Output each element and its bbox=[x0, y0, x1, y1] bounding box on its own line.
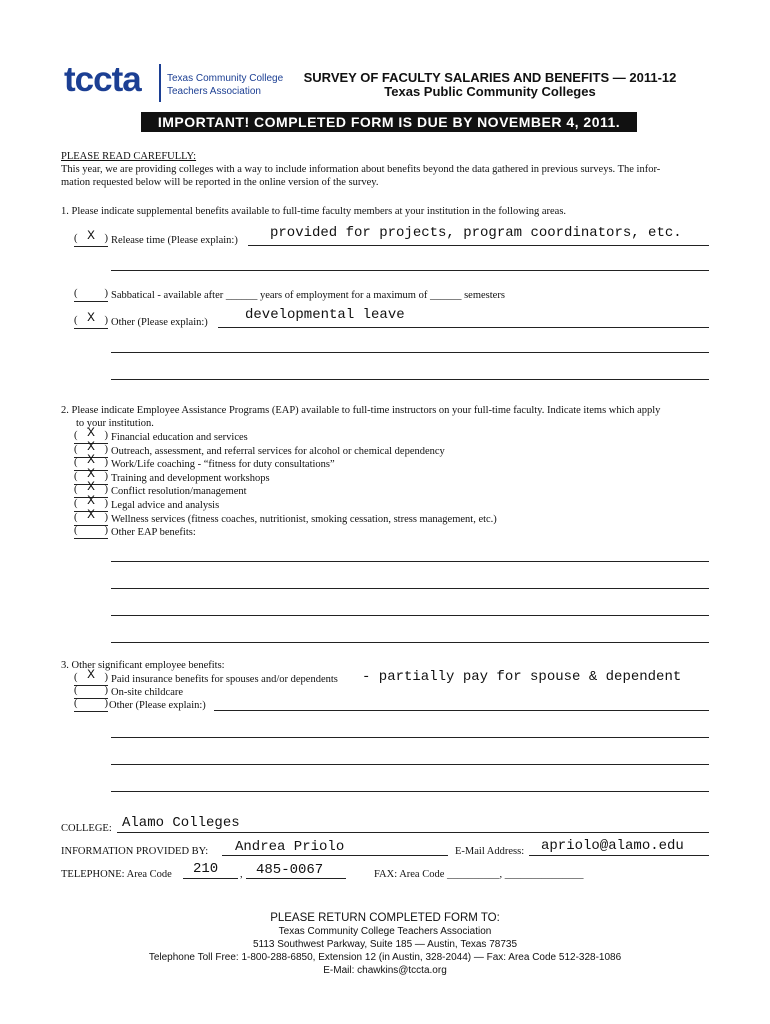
return-address: 5113 Southwest Parkway, Suite 185 — Austin, Texas 78735 bbox=[252, 939, 518, 950]
sabbatical-label: Sabbatical - available after ______ years of employment for a maximum of ______ semesters bbox=[111, 290, 505, 301]
return-email: E-Mail: chawkins@tccta.org bbox=[323, 965, 447, 976]
release-time-line-2 bbox=[111, 270, 709, 271]
eap-item-label: Wellness services (fitness coaches, nutritionist, smoking cessation, stress management, etc.) bbox=[111, 514, 497, 525]
checkbox-eap-item[interactable]: ( X ) bbox=[74, 458, 108, 471]
checkbox-eap-item[interactable]: ( X ) bbox=[74, 472, 108, 485]
org-name bbox=[167, 72, 283, 98]
other-supplemental-line bbox=[218, 327, 709, 328]
eap-item-label: Work/Life coaching - “fitness for duty consultations” bbox=[111, 459, 335, 470]
release-time-line bbox=[248, 245, 709, 246]
telephone-comma: , bbox=[240, 869, 243, 880]
checkbox-eap-item[interactable]: ( ) bbox=[74, 526, 108, 539]
org-name-line1: Texas Community College bbox=[167, 73, 284, 84]
release-time-answer[interactable]: provided for projects, program coordinators, etc. bbox=[270, 225, 682, 241]
eap-item-label: Conflict resolution/management bbox=[111, 486, 247, 497]
eap-other-line-3 bbox=[111, 615, 709, 616]
other-benefits-line-4 bbox=[111, 791, 709, 792]
intro-text-line1: This year, we are providing colleges with a way to include information about benefits beyond the data gathered in previous surveys. The infor- bbox=[61, 164, 661, 175]
provided-by-field[interactable]: Andrea Priolo bbox=[235, 839, 345, 855]
fax-label: FAX: Area Code __________, _______________ bbox=[374, 869, 584, 880]
release-time-label: Release time (Please explain:) bbox=[111, 235, 238, 246]
checkbox-release-time[interactable]: ( X ) bbox=[74, 234, 108, 247]
checkbox-eap-item[interactable]: ( X ) bbox=[74, 499, 108, 512]
telephone-number-line bbox=[246, 878, 346, 879]
other-benefits-line-2 bbox=[111, 737, 709, 738]
telephone-area-code[interactable]: 210 bbox=[193, 861, 219, 877]
checkbox-eap-item[interactable]: ( X ) bbox=[74, 485, 108, 498]
telephone-label: TELEPHONE: Area Code bbox=[61, 869, 172, 880]
logo: tccta bbox=[64, 60, 141, 99]
provided-by-line bbox=[222, 855, 448, 856]
eap-item-label: Other EAP benefits: bbox=[111, 527, 196, 538]
eap-item-label: Financial education and services bbox=[111, 432, 248, 443]
return-org: Texas Community College Teachers Association bbox=[278, 926, 492, 937]
telephone-number[interactable]: 485-0067 bbox=[256, 862, 324, 878]
eap-other-line-2 bbox=[111, 588, 709, 589]
checkbox-other-benefits[interactable]: ( ) bbox=[74, 699, 108, 712]
email-label: E-Mail Address: bbox=[455, 846, 525, 857]
form-subtitle: Texas Public Community Colleges bbox=[384, 84, 596, 99]
eap-other-line-4 bbox=[111, 642, 709, 643]
checkbox-eap-item[interactable]: ( X ) bbox=[74, 445, 108, 458]
checkbox-paid-insurance[interactable]: ( X ) bbox=[74, 673, 108, 686]
email-field[interactable]: apriolo@alamo.edu bbox=[541, 838, 684, 854]
email-line bbox=[529, 855, 709, 856]
other-supplemental-line-3 bbox=[111, 379, 709, 380]
question-2-line1: 2. Please indicate Employee Assistance Programs (EAP) available to full-time instructors on your full-time faculty. Indicate items which apply bbox=[61, 405, 661, 416]
question-1: 1. Please indicate supplemental benefits available to full-time faculty members at your institution in the following areas. bbox=[61, 206, 567, 217]
question-3: 3. Other significant employee benefits: bbox=[61, 660, 225, 671]
other-supplemental-answer[interactable]: developmental leave bbox=[245, 307, 405, 323]
org-name-line2: Teachers Association bbox=[167, 86, 261, 97]
logo-divider bbox=[159, 64, 161, 102]
return-heading: PLEASE RETURN COMPLETED FORM TO: bbox=[270, 912, 500, 924]
eap-other-line-1 bbox=[111, 561, 709, 562]
checkbox-eap-item[interactable]: ( X ) bbox=[74, 431, 108, 444]
telephone-area-line bbox=[183, 878, 238, 879]
other-supplemental-label: Other (Please explain:) bbox=[111, 317, 208, 328]
eap-item-label: Training and development workshops bbox=[111, 473, 270, 484]
due-date-banner: IMPORTANT! COMPLETED FORM IS DUE BY NOVEMBER 4, 2011. bbox=[141, 112, 637, 132]
eap-item-label: Outreach, assessment, and referral services for alcohol or chemical dependency bbox=[111, 446, 445, 457]
intro-heading: PLEASE READ CAREFULLY: bbox=[61, 151, 197, 162]
form-title: SURVEY OF FACULTY SALARIES AND BENEFITS — 2011-12 bbox=[303, 70, 677, 85]
question-2-line2: to your institution. bbox=[76, 418, 154, 429]
intro-text-line2: mation requested below will be reported in the online version of the survey. bbox=[61, 177, 379, 188]
checkbox-eap-item[interactable]: ( X ) bbox=[74, 513, 108, 526]
college-field[interactable]: Alamo Colleges bbox=[122, 815, 240, 831]
other-benefits-line-3 bbox=[111, 764, 709, 765]
return-phone-fax: Telephone Toll Free: 1-800-288-6850, Extension 12 (in Austin, 328-2044) — Fax: Area Code 512-328-1086 bbox=[148, 952, 622, 963]
other-supplemental-line-2 bbox=[111, 352, 709, 353]
eap-item-label: Legal advice and analysis bbox=[111, 500, 220, 511]
provided-by-label: INFORMATION PROVIDED BY: bbox=[61, 846, 209, 857]
checkbox-onsite-childcare[interactable]: ( ) bbox=[74, 686, 108, 699]
checkbox-sabbatical[interactable]: ( ) bbox=[74, 289, 108, 302]
college-label: COLLEGE: bbox=[61, 823, 112, 834]
other-benefits-line bbox=[214, 710, 709, 711]
college-line bbox=[117, 832, 709, 833]
other-benefits-label: Other (Please explain:) bbox=[109, 700, 206, 711]
paid-insurance-label: Paid insurance benefits for spouses and/or dependents bbox=[111, 674, 338, 685]
paid-insurance-answer[interactable]: - partially pay for spouse & dependent bbox=[362, 669, 682, 685]
onsite-childcare-label: On-site childcare bbox=[111, 687, 184, 698]
checkbox-other-supplemental[interactable]: ( X ) bbox=[74, 316, 108, 329]
